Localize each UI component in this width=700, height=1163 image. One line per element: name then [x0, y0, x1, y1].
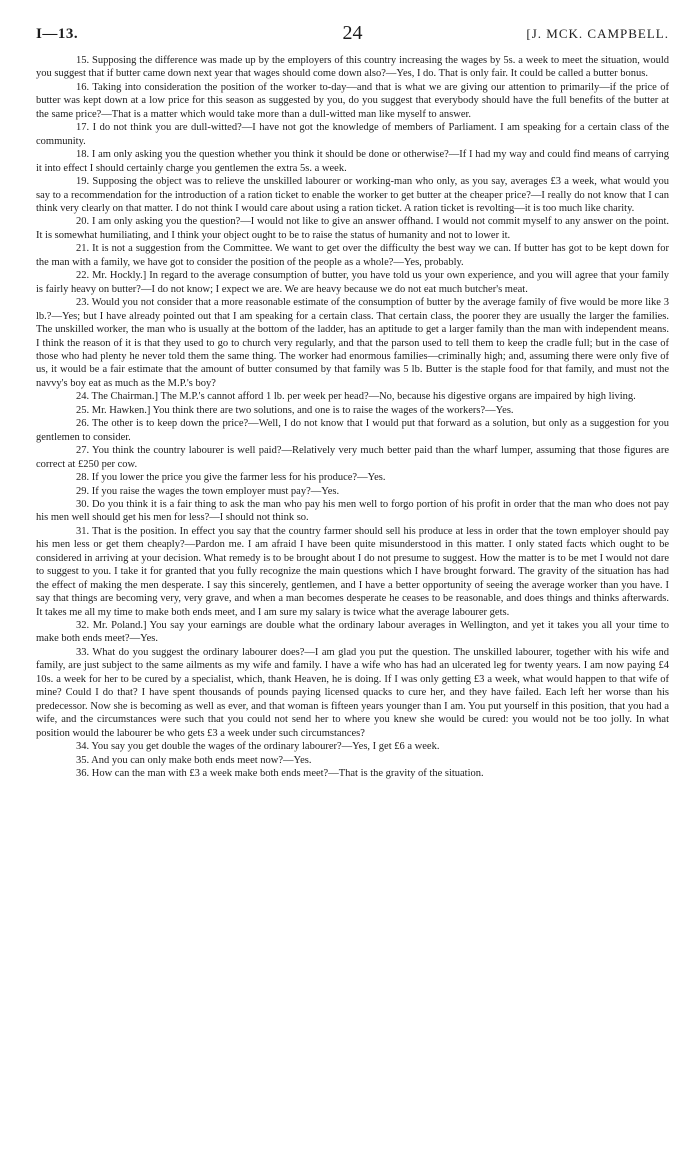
paper-reference: I—13.	[36, 26, 79, 42]
question-35: 35. And you can only make both ends meet now?—Yes.	[76, 754, 312, 766]
witness-name: [J. MCK. CAMPBELL.	[526, 26, 669, 41]
question-16: 16. Taking into consideration the position of the worker to-day—and that is what we are giving our attention to primarily—if the price of butter was kept down at a low price for this season as suggested by you, do you suggest that everybody should have the full benefits of the butter at the same price?—That is a matter which would take more than a dull-witted man like myself to answer.	[36, 81, 669, 120]
question-22: 22. Mr. Hockly.] In regard to the average consumption of butter, you have told us your own experience, and you will agree that your family is fairly heavy on butter?—I do not know; I expect we are. We are heavy because we do not eat much butcher's meat.	[36, 270, 669, 295]
question-36: 36. How can the man with £3 a week make both ends meet?—That is the gravity of the situation.	[76, 768, 484, 780]
question-21: 21. It is not a suggestion from the Committee. We want to get over the difficulty the best way we can. If butter has got to be kept down for the man with a family, we have got to consider the position of the people as a whole?—Yes, probably.	[36, 243, 669, 268]
question-17: 17. I do not think you are dull-witted?—I have not got the knowledge of members of Parliament. I am speaking for a certain class of the community.	[36, 122, 669, 147]
question-15: 15. Supposing the difference was made up by the employers of this country increasing the wages by 5s. a week to meet the situation, would you suggest that if butter came down next year that wages should come down also?—Yes, I do. That is only fair. It could be called a butter bonus.	[36, 55, 669, 80]
question-27: 27. You think the country labourer is well paid?—Relatively very much better paid than the wharf lumper, assuming that those figures are correct at £250 per cow.	[36, 445, 669, 470]
question-24: 24. The Chairman.] The M.P.'s cannot afford 1 lb. per week per head?—No, because his digestive organs are impaired by high living.	[76, 391, 636, 403]
question-20: 20. I am only asking you the question?—I would not like to give an answer offhand. I would not commit myself to any answer on the point. It is somewhat humiliating, and I think your object ought to be to raise the status of humanity and not to lower it.	[36, 216, 669, 241]
question-32: 32. Mr. Poland.] You say your earnings are double what the ordinary labour averages in Wellington, and yet it takes you all your time to make both ends meet?—Yes.	[36, 620, 669, 645]
question-28: 28. If you lower the price you give the farmer less for his produce?—Yes.	[76, 472, 386, 484]
page-header	[36, 20, 669, 54]
evidence-text	[36, 54, 669, 780]
question-33: 33. What do you suggest the ordinary labourer does?—I am glad you put the question. The unskilled labourer, together with his wife and family, are just subject to the same ailments as my wife and family. I have a wife who has had an ulcerated leg for twenty years. I am now paying £4 10s. a week for her to be cured by a specialist, which, thank Heaven, he is doing. If I was only getting £3 a week, what would happen to that wife of mine? Could I do that? I have spent thousands of pounds paying licensed quacks to cure her, and they have failed. Each left her worse than his predecessor. Now she is becoming as well as ever, and that woman is fifteen years younger than I am. You put yourself in this position, that you had a wife, and the circumstances were such that you could not send her to where you knew she would be cured: you would not be too jolly. In what position would the labourer be who gets £3 a week under such circumstances?	[36, 646, 669, 739]
question-25: 25. Mr. Hawken.] You think there are two solutions, and one is to raise the wages of the workers?—Yes.	[76, 404, 514, 416]
question-31: 31. That is the position. In effect you say that the country farmer should sell his produce at less in order that the town employer should pay his men less or get them cheaply?—Pardon me. I am afraid I have been quite misunderstood in this matter. I only stated facts which ought to be considered in arriving at your decision. What remedy is to be brought about I do not presume to suggest. How the matter is to be met I would not dare to suggest to you. I take it for granted that you fully recognize the main questions which I have brought forward. The gravity of the situation has had the effect of making the men desperate. I say this sincerely, gentlemen, and I have a better opportunity of seeing the average worker than you have. I say that things are becoming very, very grave, and when a man becomes desperate he ceases to be reasonable, and does things and thinks afterwards. It takes me all my time to make both ends meet, and I am sure my salary is twice what the average labourer gets.	[36, 525, 669, 618]
question-29: 29. If you raise the wages the town employer must pay?—Yes.	[76, 485, 340, 497]
question-23: 23. Would you not consider that a more reasonable estimate of the consumption of butter by the average family of five would be more like 3 lb.?—Yes; but I have already pointed out that I am speaking for a certain class. That certain class, the poorer they are usually the larger the families. The unskilled worker, the man who is usually at the bottom of the ladder, has an aptitude to get a larger family than the man with independent means. I think the reason of it is that they used to go to church very regularly, and that the parson used to tell them to keep the cradle full; but in the case of those who had plenty he never told them the same thing. The worker had enormous families—criminally high; and, assuming there were only five of us, it would be a fair estimate that the amount of butter consumed by that family was 5 lb. Butter is the staple food for that family, and must not the navvy's boy eat as much as the M.P.'s boy?	[36, 297, 669, 389]
question-30: 30. Do you think it is a fair thing to ask the man who pay his men well to forgo portion of his profit in order that the man who does not pay his men well should get his men for less?—I should not think so.	[36, 498, 669, 524]
page-number: 24	[342, 22, 363, 44]
question-26: 26. The other is to keep down the price?—Well, I do not know that I would put that forward as a solution, but only as a suggestion for you gentlemen to consider.	[36, 418, 669, 443]
question-34: 34. You say you get double the wages of the ordinary labourer?—Yes, I get £6 a week.	[76, 741, 440, 753]
question-18: 18. I am only asking you the question whether you think it should be done or otherwise?—If I had my way and could find means of carrying it into effect I should certainly charge you gentlemen the extra 5s. a week.	[36, 149, 669, 174]
question-19: 19. Supposing the object was to relieve the unskilled labourer or working-man who only, as you say, averages £3 a week, what would you say to a recommendation for the introduction of a ration ticket to enable the worker to get butter at the cheaper price?—I really do not know that I can think very clearly on that matter. I do not think I would care about using a ration ticket. A ration ticket is revolting—it is too much like charity.	[36, 176, 669, 214]
